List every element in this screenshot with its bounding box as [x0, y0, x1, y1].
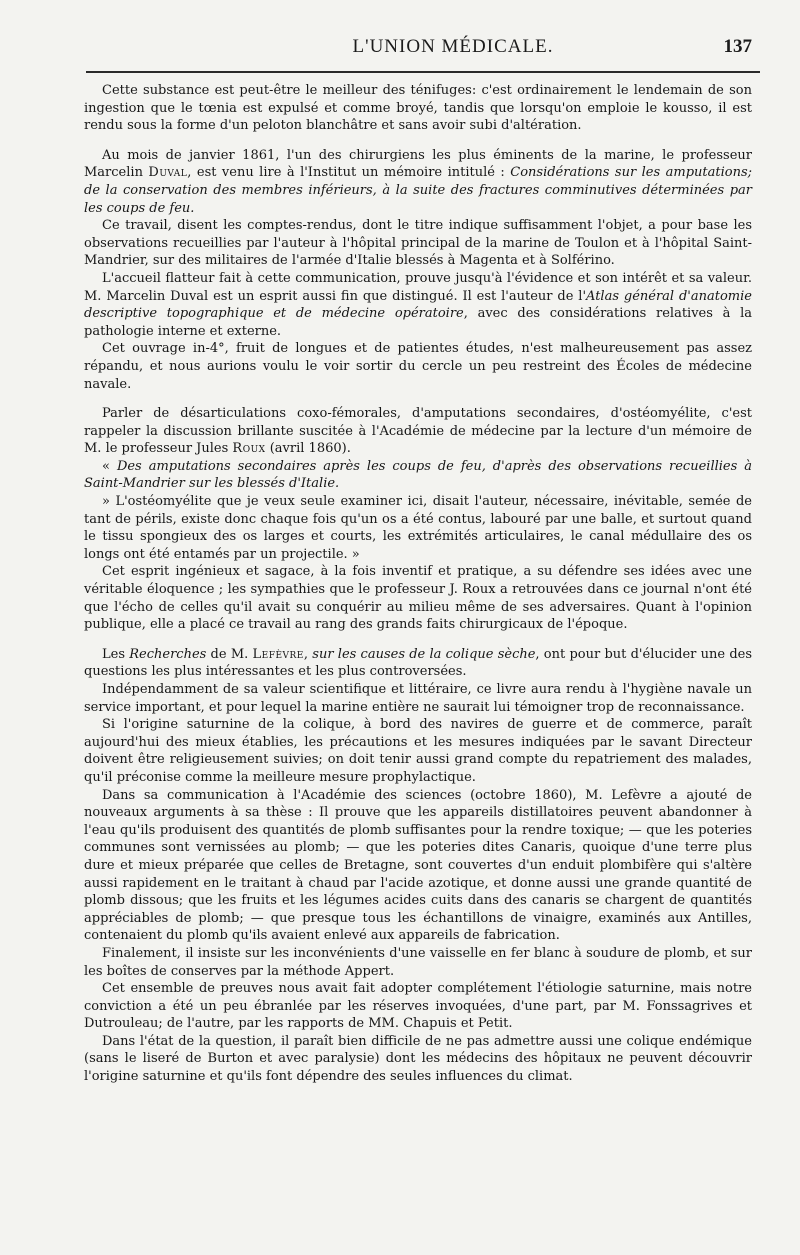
paragraph — [84, 646, 752, 681]
paragraph: Finalement, il insiste sur les inconvénients d'une vaisselle en fer blanc à soudure de plomb, et sur les boîtes de conserves par la méthode Appert. — [84, 945, 752, 979]
author-name: Roux — [232, 441, 266, 457]
header-rule — [86, 71, 760, 73]
text-run: , avec des considérations relatives à la pathologie interne et externe. — [84, 306, 752, 339]
paragraph — [84, 458, 752, 493]
paragraph: Cet ouvrage in-4°, fruit de longues et de patientes études, n'est malheureusement pas assez répandu, et nous aurions voulu le voir sortir du cercle un peu restreint des Écoles de médecine navale. — [84, 341, 752, 392]
text-run: (avril 1860). — [265, 441, 351, 457]
memoir-title: Considérations sur les amputations; de la conservation des membres inférieurs, à la suite des fractures comminutives déterminées par les coups de feu. — [84, 165, 753, 216]
paragraph: Cet ensemble de preuves nous avait fait adopter complétement l'étiologie saturnine, mais notre conviction a été un peu ébranlée par les réserves invoquées, d'une part, par M. Fonssagrives et Dutrouleau; de l'autre, par les rapports de MM. Chapuis et Petit. — [84, 981, 752, 1032]
text-run: « — [102, 458, 117, 474]
body-text — [84, 82, 752, 1086]
paragraph: » L'ostéomyélite que je veux seule examiner ici, disait l'auteur, nécessaire, inévitable, semée de tant de périls, existe donc chaque fois qu'un os a été contus, labouré par une balle, et surtout quand le tissu spongieux des os larges et courts, les extrémités articulaires, le canal médullaire des os longs ont été entamés par un projectile. » — [84, 494, 752, 562]
text-run: Parler de désarticulations coxo-fémorales, d'amputations secondaires, d'ostéomyélite, c'est rappeler la discussion brillante suscitée à l'Académie de médecine par la lecture d'un mémoire de M. le professeur Jules — [84, 406, 752, 457]
author-name: Lefèvre — [252, 646, 304, 662]
atlas-title: Atlas général d'anatomie descriptive topographique et de médecine opératoire — [84, 288, 752, 322]
running-title: L'UNION MÉDICALE. — [352, 36, 554, 57]
text-run: Les — [102, 646, 130, 662]
text-run: , — [303, 646, 313, 662]
paragraph: Cet esprit ingénieux et sagace, à la fois inventif et pratique, a su défendre ses idées avec une véritable éloquence ; les sympathies que le professeur J. Roux a retrouvées dans ce journal n'ont été que l'écho de celles qu'il avait su conquérir au milieu même de ses adversaires. Quant à l'opinion publique, elle a placé ce travail au rang des grands faits chirurgicaux de l'époque. — [84, 564, 752, 633]
memoir-title: Des amputations secondaires après les coups de feu, d'après des observations recueillies à Saint-Mandrier sur les blessés d'Italie. — [84, 458, 752, 492]
page-header — [86, 30, 760, 60]
text-run: de M. — [206, 646, 253, 662]
paragraph — [84, 147, 752, 217]
book-title: Recherches — [129, 646, 207, 662]
text-run: , est venu lire à l'Institut un mémoire intitulé : — [187, 165, 511, 181]
paragraph — [84, 270, 752, 340]
text-run: , ont pour but d'élucider une des questions les plus intéressantes et les plus controversées. — [84, 646, 753, 680]
paragraph: Indépendamment de sa valeur scientifique et littéraire, ce livre aura rendu à l'hygiène navale un service important, et pour lequel la marine entière ne saurait lui témoigner trop de reconnaissance. — [84, 682, 752, 715]
paragraph: Dans l'état de la question, il paraît bien difficile de ne pas admettre aussi une colique endémique (sans le liseré de Burton et avec paralysie) dont les médecins des hôpitaux ne peuvent découvrir l'origine saturnine et qu'ils font dépendre des seules influences du climat. — [84, 1033, 752, 1085]
paragraph: Cette substance est peut-être le meilleur des ténifuges: c'est ordinairement le lendemain de son ingestion que le tœnia est expulsé et comme broyé, tandis que lorsqu'on emploie le kousso, il est rendu sous la forme d'un peloton blanchâtre et sans avoir subi d'altération. — [84, 83, 752, 134]
paragraph: Ce travail, disent les comptes-rendus, dont le titre indique suffisamment l'objet, a pour base les observations recueillies par l'auteur à l'hôpital principal de la marine de Toulon et à l'hôpital Saint-Mandrier, sur des militaires de l'armée d'Italie blessés à Magenta et à Solférino. — [84, 218, 752, 269]
page-number: 137 — [723, 36, 752, 57]
paragraph: Dans sa communication à l'Académie des sciences (octobre 1860), M. Lefèvre a ajouté de nouveaux arguments à sa thèse : Il prouve que les appareils distillatoires peuvent abandonner à l'eau qu'ils produisent des quantités de plomb suffisantes pour la rendre toxique; — que les poteries communes sont vernissées au plomb; — que les poteries dites Canaris, quoique d'une terre plus dure et mieux préparée que celles de Bretagne, sont couvertes d'un enduit plombifère qui s'altère aussi rapidement en le traitant à chaud par l'acide azotique, et donne aussi une grande quantité de plomb dissous; que les fruits et les légumes acides cuits dans des canaris se chargent de quantités appréciables de plomb; — que presque tous les échantillons de vinaigre, examinés aux Antilles, contenaient du plomb qu'ils avaient enlevé aux appareils de fabrication. — [84, 787, 752, 944]
author-name: Duval — [148, 165, 188, 181]
text-run: Au mois de janvier 1861, l'un des chirurgiens les plus éminents de la marine, le professeur Marcelin — [84, 147, 752, 181]
text-run: L'accueil flatteur fait à cette communication, prouve jusqu'à l'évidence et son intérêt et sa valeur. M. Marcelin Duval est un esprit aussi fin que distingué. Il est l'auteur de l' — [84, 270, 752, 304]
paragraph — [84, 405, 752, 458]
book-subtitle: sur les causes de la colique sèche — [312, 646, 536, 662]
paragraph: Si l'origine saturnine de la colique, à bord des navires de guerre et de commerce, paraît aujourd'hui des mieux établies, les précautions et les mesures indiquées par le savant Directeur doivent être religieusement suivies; on doit tenir aussi grand compte du repatriement des malades, qu'il préconise comme la meilleure mesure prophylactique. — [84, 717, 752, 785]
